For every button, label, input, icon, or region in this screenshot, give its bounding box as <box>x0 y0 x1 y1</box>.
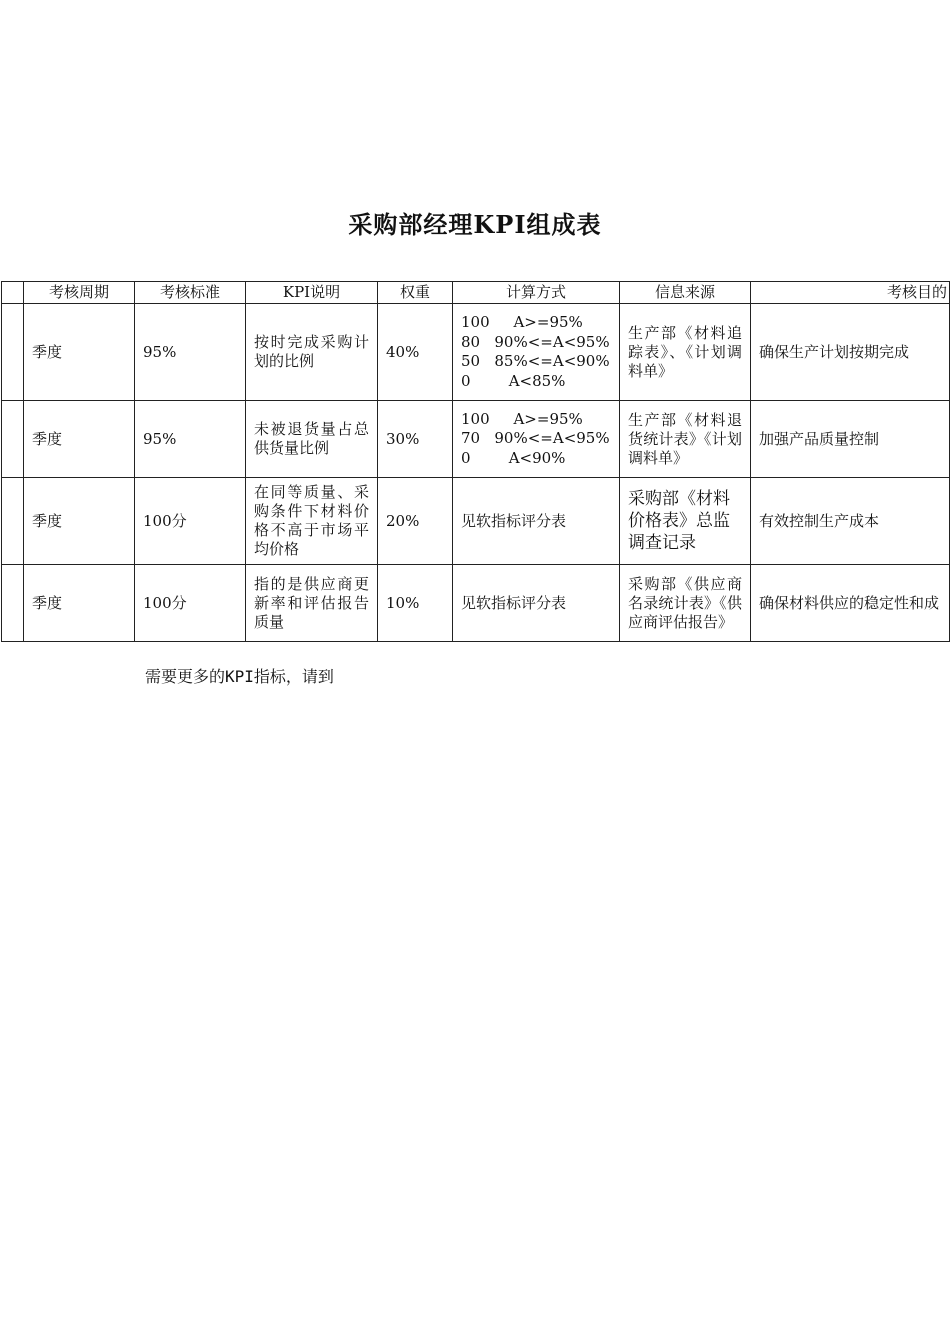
weight-cell: 30% <box>378 401 453 478</box>
calc-cell: 见软指标评分表 <box>453 565 620 642</box>
calc-cell: 见软指标评分表 <box>453 478 620 565</box>
table-row <box>2 401 950 478</box>
index-header <box>2 282 24 304</box>
header-period: 考核周期 <box>24 282 135 304</box>
desc-cell: 在同等质量、采购条件下材料价格不高于市场平均价格 <box>246 478 378 565</box>
header-info-source: 信息来源 <box>620 282 751 304</box>
source-cell: 采购部《供应商名录统计表》《供应商评估报告》 <box>620 565 751 642</box>
row-index-cell <box>2 401 24 478</box>
purpose-cell: 有效控制生产成本 <box>751 478 950 565</box>
period-cell: 季度 <box>24 565 135 642</box>
source-cell: 生产部《材料退货统计表》《计划调料单》 <box>620 401 751 478</box>
row-index-cell <box>2 304 24 401</box>
kpi-table <box>1 281 950 642</box>
table-row <box>2 565 950 642</box>
header-weight: 权重 <box>378 282 453 304</box>
calc-cell: 100 A>=95% 70 90%<=A<95% 0 A<90% <box>453 401 620 478</box>
standard-cell: 100分 <box>135 478 246 565</box>
table-row <box>2 304 950 401</box>
desc-cell: 按时完成采购计划的比例 <box>246 304 378 401</box>
table-header-row <box>2 282 950 304</box>
row-index-cell <box>2 565 24 642</box>
calc-cell: 100 A>=95% 80 90%<=A<95% 50 85%<=A<90% 0 A<85% <box>453 304 620 401</box>
purpose-cell: 确保生产计划按期完成 <box>751 304 950 401</box>
weight-cell: 40% <box>378 304 453 401</box>
standard-cell: 95% <box>135 304 246 401</box>
header-kpi-desc: KPI说明 <box>246 282 378 304</box>
header-standard: 考核标准 <box>135 282 246 304</box>
period-cell: 季度 <box>24 304 135 401</box>
document-title: 采购部经理KPI组成表 <box>348 210 602 239</box>
standard-cell: 100分 <box>135 565 246 642</box>
source-cell: 采购部《材料价格表》总监调查记录 <box>620 478 751 565</box>
source-cell: 生产部《材料追踪表》、《计划调料单》 <box>620 304 751 401</box>
header-calc-method: 计算方式 <box>453 282 620 304</box>
period-cell: 季度 <box>24 478 135 565</box>
row-index-cell <box>2 478 24 565</box>
footer-note: 需要更多的KPI指标，请到 <box>145 667 334 686</box>
desc-cell: 未被退货量占总供货量比例 <box>246 401 378 478</box>
weight-cell: 10% <box>378 565 453 642</box>
weight-cell: 20% <box>378 478 453 565</box>
purpose-cell: 确保材料供应的稳定性和成 <box>751 565 950 642</box>
header-purpose: 考核目的 <box>751 282 950 304</box>
table-row <box>2 478 950 565</box>
purpose-cell: 加强产品质量控制 <box>751 401 950 478</box>
standard-cell: 95% <box>135 401 246 478</box>
period-cell: 季度 <box>24 401 135 478</box>
desc-cell: 指的是供应商更新率和评估报告质量 <box>246 565 378 642</box>
